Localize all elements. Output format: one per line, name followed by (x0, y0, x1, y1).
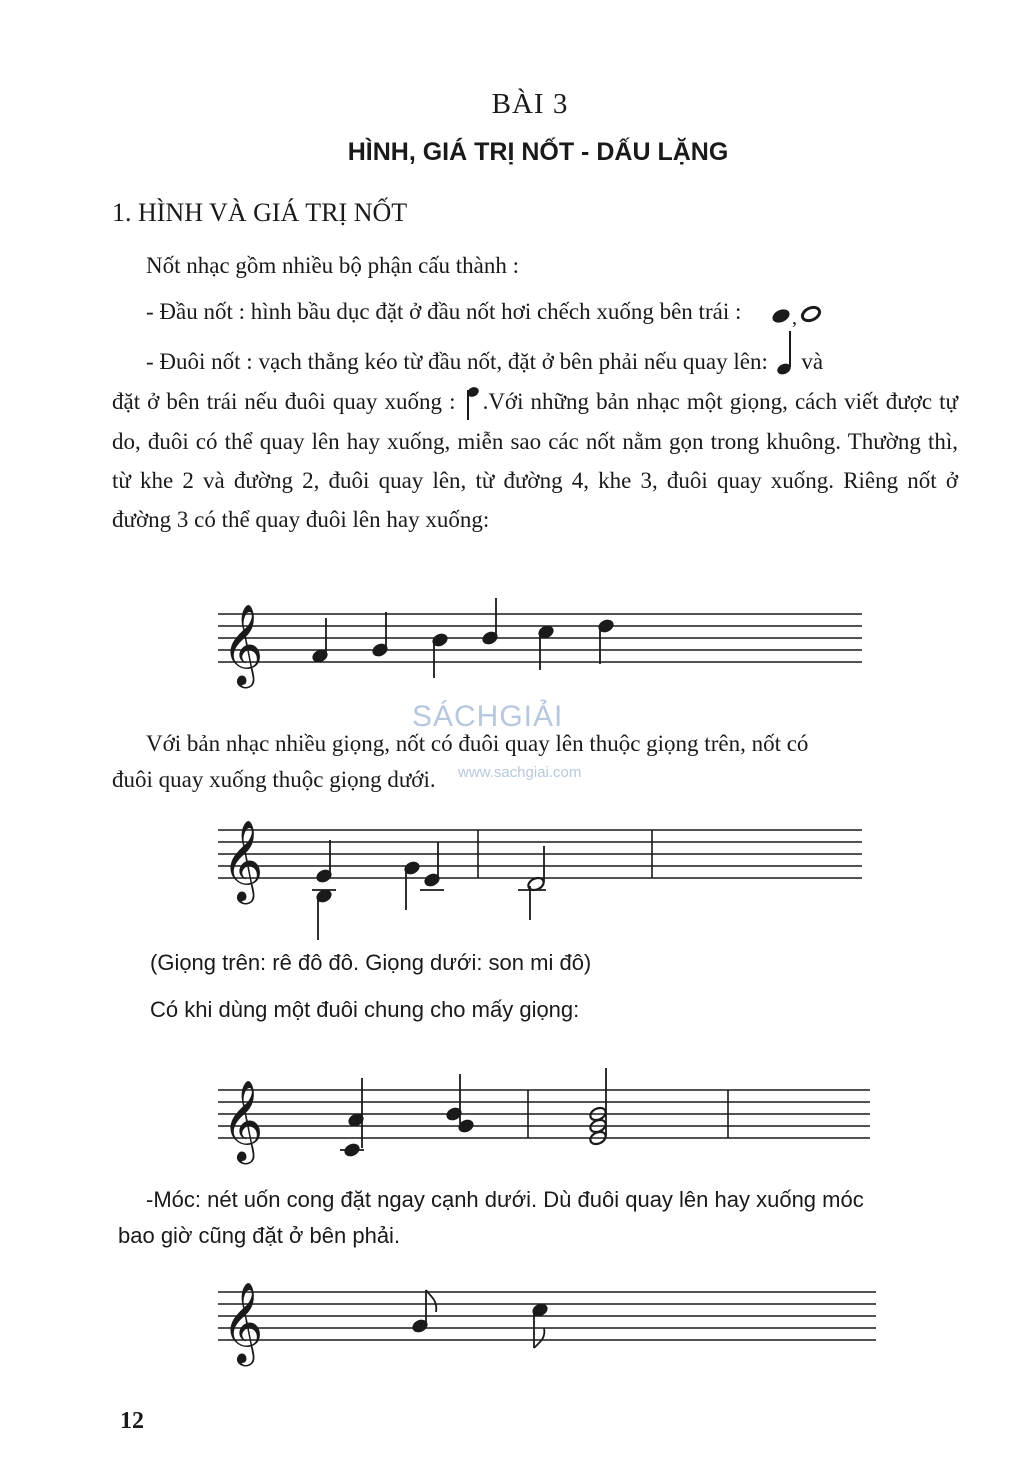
watermark-brand: SÁCHGIẢI (412, 700, 564, 733)
note-g (372, 643, 389, 658)
eighth-note-down (532, 1303, 549, 1318)
stem-para-rest: .Với những bản nhạc một giọng, cách viết được tự do, đuôi có thể quay lên hay xuống, miễn sao các nốt nằm gọn trong khuông. Thường thì, từ khe 2 và đường 2, đuôi quay lên, từ đường 4, khe 3, đuôi quay xuống. Riêng nốt ở đường 3 có thể quay đuôi lên hay xuống: (112, 389, 959, 532)
chord3-mid (588, 1118, 607, 1135)
eighth-note-up (412, 1319, 429, 1334)
note-head-separator: , (792, 306, 798, 329)
staff4-notes (412, 1290, 549, 1348)
flag-text-line-2: bao giờ cũng đặt ở bên phải. (118, 1223, 401, 1248)
chord3-top (588, 1106, 607, 1123)
note-head-icons (765, 299, 829, 329)
section-heading: 1. HÌNH VÀ GIÁ TRỊ NỐT (112, 198, 408, 227)
stem-down-note-icon (463, 386, 483, 422)
upper-note-c (424, 873, 441, 888)
chord1-bottom (344, 1143, 361, 1158)
multi-voice-line-1: Với bản nhạc nhiều giọng, nốt có đuôi quay lên thuộc giọng trên, nốt có (146, 731, 809, 756)
treble-clef-icon: 𝄞 (222, 603, 264, 685)
staff-lines (218, 1090, 870, 1138)
note-a (432, 633, 449, 648)
note-b-up (482, 631, 499, 646)
filled-notehead-icon (770, 306, 791, 324)
lesson-number: BÀI 3 (491, 88, 569, 120)
treble-clef-icon: 𝄞 (222, 1281, 264, 1363)
stem-text: - Đuôi nốt : vạch thẳng kéo từ đầu nốt, đặt ở bên phải nếu quay lên: (146, 349, 768, 374)
stem-paragraph (112, 382, 958, 539)
staff-lines (218, 614, 862, 662)
chord1-top (348, 1113, 365, 1128)
chord2-top (446, 1107, 463, 1122)
note-head-text: - Đầu nốt : hình bầu dục đặt ở đầu nốt hơi chếch xuống bên trái : (146, 299, 742, 324)
lower-note-e (404, 861, 421, 876)
stem-para-start: đặt ở bên trái nếu đuôi quay xuống : (112, 389, 456, 414)
shared-note-c (526, 876, 545, 893)
chord3-bottom (588, 1130, 607, 1147)
note-b-down (538, 625, 555, 640)
stem-text-end: và (801, 349, 824, 374)
note-f (312, 649, 329, 664)
staff1-notes (312, 598, 615, 678)
voices-caption: (Giọng trên: rê đô đô. Giọng dưới: son mi đô) (150, 950, 592, 975)
flag-down-icon (534, 1328, 544, 1348)
stem-line (146, 342, 823, 381)
staff-lines (218, 1292, 876, 1340)
watermark-url: www.sachgiai.com (458, 764, 582, 781)
flag-text-line-1: -Móc: nét uốn cong đặt ngay cạnh dưới. Dù đuôi quay lên hay xuống móc (146, 1187, 864, 1212)
note-c (598, 619, 615, 634)
upper-note-d (316, 869, 333, 884)
treble-clef-icon: 𝄞 (222, 819, 264, 901)
stem-up-note-icon (774, 329, 796, 379)
staff3-notes (340, 1068, 608, 1157)
flag-up-icon (426, 1290, 436, 1312)
hollow-notehead-icon (800, 304, 821, 322)
treble-clef-icon: 𝄞 (222, 1079, 264, 1161)
staff-lines (218, 830, 862, 878)
lower-note-g (316, 889, 333, 904)
lesson-title: HÌNH, GIÁ TRỊ NỐT - DẤU LẶNG (347, 138, 729, 166)
shared-stem-text: Có khi dùng một đuôi chung cho mấy giọng: (150, 997, 580, 1022)
staff2-notes (312, 840, 546, 940)
chord2-bottom (458, 1119, 475, 1134)
note-head-line (146, 292, 829, 331)
intro-text: Nốt nhạc gồm nhiều bộ phận cấu thành : (146, 253, 520, 278)
page-number: 12 (120, 1408, 144, 1434)
multi-voice-line-2: đuôi quay xuống thuộc giọng dưới. (112, 767, 436, 792)
